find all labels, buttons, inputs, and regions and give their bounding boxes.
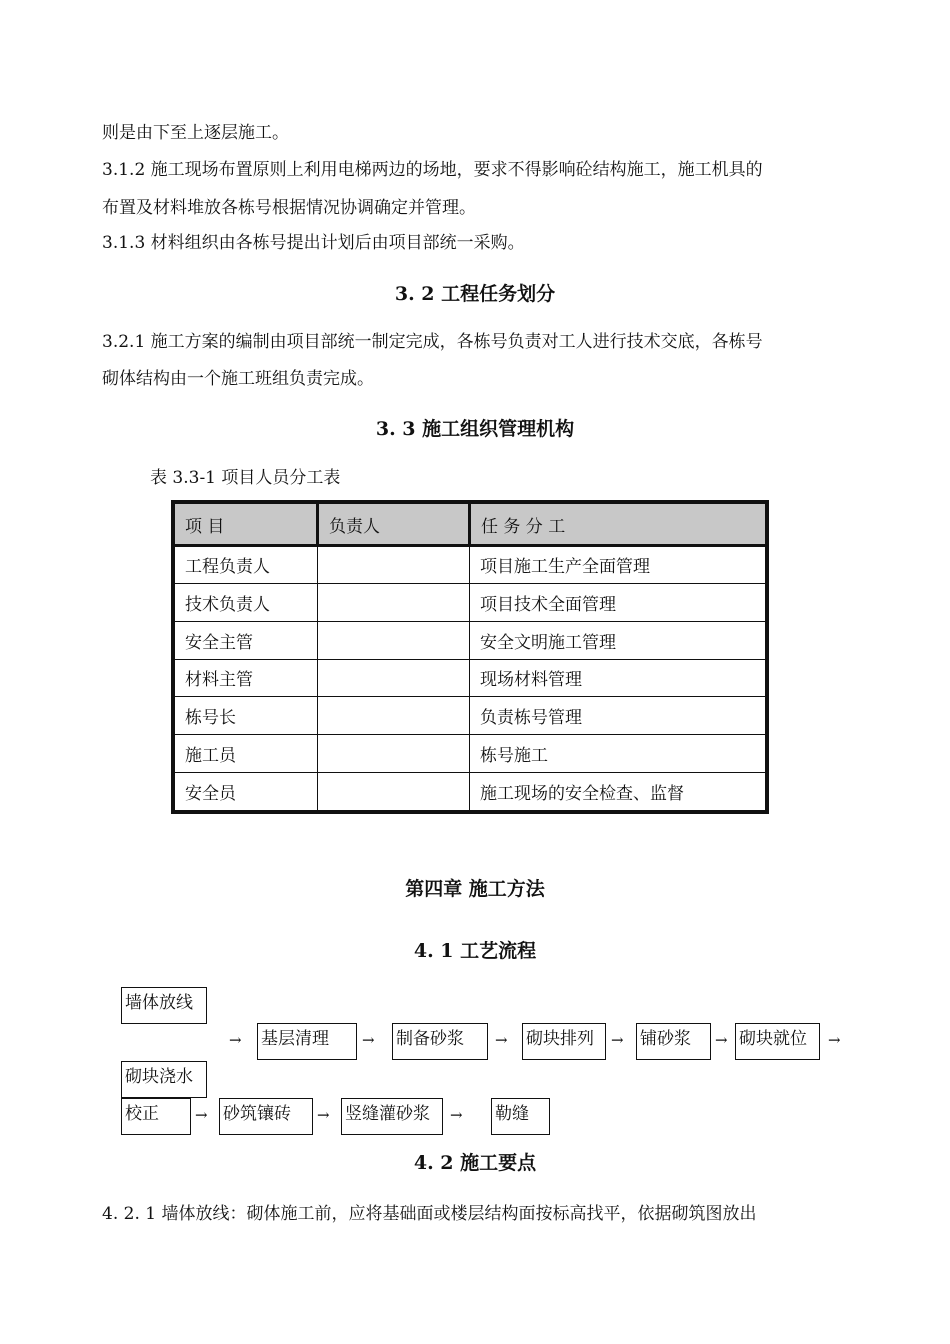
- flow-step-block-arrangement: 砌块排列: [522, 1023, 606, 1060]
- cell-role: 安全员: [175, 773, 318, 811]
- cell-owner: [318, 697, 470, 735]
- cell-owner: [318, 735, 470, 773]
- header-project: 项 目: [175, 504, 318, 546]
- cell-owner: [318, 583, 470, 621]
- paragraph-3-1-2-line1: 3.1.2 施工现场布置原则上利用电梯两边的场地，要求不得影响砼结构施工，施工机具的: [102, 160, 763, 180]
- paragraph-3-2-1-line2: 砌体结构由一个施工班组负责完成。: [102, 369, 374, 389]
- flow-arrow: →: [828, 1031, 841, 1049]
- cell-owner: [318, 773, 470, 811]
- table-row: [175, 735, 766, 773]
- paragraph-4-2-1: 4. 2. 1 墙体放线：砌体施工前，应将基础面或楼层结构面按标高找平，依据砌筑图放出: [102, 1204, 757, 1224]
- header-owner: 负责人: [318, 504, 470, 546]
- heading-4-2: 4. 2 施工要点: [413, 1152, 537, 1174]
- cell-owner: [318, 621, 470, 659]
- flow-arrow: →: [195, 1106, 208, 1124]
- flow-step-mortar-prep: 制备砂浆: [392, 1023, 488, 1060]
- cell-task: 安全文明施工管理: [470, 621, 766, 659]
- flow-arrow: →: [317, 1106, 330, 1124]
- flow-step-brick-inlay: 砂筑镶砖: [219, 1098, 313, 1135]
- cell-role: 施工员: [175, 735, 318, 773]
- cell-role: 材料主管: [175, 659, 318, 697]
- flow-step-block-watering: 砌块浇水: [121, 1061, 207, 1098]
- flow-step-base-cleaning: 基层清理: [257, 1023, 357, 1060]
- flow-arrow: →: [229, 1031, 242, 1049]
- flow-arrow: →: [362, 1031, 375, 1049]
- flow-arrow: →: [611, 1031, 624, 1049]
- cell-owner: [318, 659, 470, 697]
- table-header-row: [175, 504, 766, 546]
- table-row: [175, 546, 766, 584]
- header-task: 任 务 分 工: [470, 504, 766, 546]
- flow-step-wall-layout: 墙体放线: [121, 987, 207, 1024]
- table-caption: 表 3.3-1 项目人员分工表: [150, 468, 341, 488]
- cell-task: 施工现场的安全检查、监督: [470, 773, 766, 811]
- flow-arrow: →: [450, 1106, 463, 1124]
- cell-role: 工程负责人: [175, 546, 318, 584]
- table-row: [175, 773, 766, 811]
- cell-role: 技术负责人: [175, 583, 318, 621]
- cell-task: 负责栋号管理: [470, 697, 766, 735]
- cell-task: 项目施工生产全面管理: [470, 546, 766, 584]
- cell-owner: [318, 546, 470, 584]
- chapter-4-title: 第四章 施工方法: [405, 878, 545, 900]
- flow-step-correction: 校正: [121, 1098, 191, 1135]
- table-row: [175, 583, 766, 621]
- flow-step-vertical-grouting: 竖缝灌砂浆: [341, 1098, 443, 1135]
- paragraph-text: 则是由下至上逐层施工。: [102, 123, 289, 143]
- paragraph-3-1-2-line2: 布置及材料堆放各栋号根据情况协调确定并管理。: [102, 198, 476, 218]
- heading-3-3: 3. 3 施工组织管理机构: [375, 418, 575, 440]
- cell-task: 栋号施工: [470, 735, 766, 773]
- paragraph-3-2-1-line1: 3.2.1 施工方案的编制由项目部统一制定完成，各栋号负责对工人进行技术交底，各栋号: [102, 332, 763, 352]
- table-row: [175, 621, 766, 659]
- flow-step-mortar-spreading: 铺砂浆: [636, 1023, 711, 1060]
- flow-arrow: →: [715, 1031, 728, 1049]
- table-row: [175, 697, 766, 735]
- flow-arrow: →: [495, 1031, 508, 1049]
- flow-step-block-placement: 砌块就位: [735, 1023, 820, 1060]
- paragraph-3-1-3: 3.1.3 材料组织由各栋号提出计划后由项目部统一采购。: [102, 233, 525, 253]
- heading-4-1: 4. 1 工艺流程: [413, 940, 537, 962]
- cell-task: 项目技术全面管理: [470, 583, 766, 621]
- table-row: [175, 659, 766, 697]
- heading-3-2: 3. 2 工程任务划分: [394, 283, 556, 305]
- flow-step-joint-pointing: 勒缝: [491, 1098, 550, 1135]
- cell-role: 栋号长: [175, 697, 318, 735]
- cell-task: 现场材料管理: [470, 659, 766, 697]
- cell-role: 安全主管: [175, 621, 318, 659]
- staff-division-table: [171, 500, 769, 814]
